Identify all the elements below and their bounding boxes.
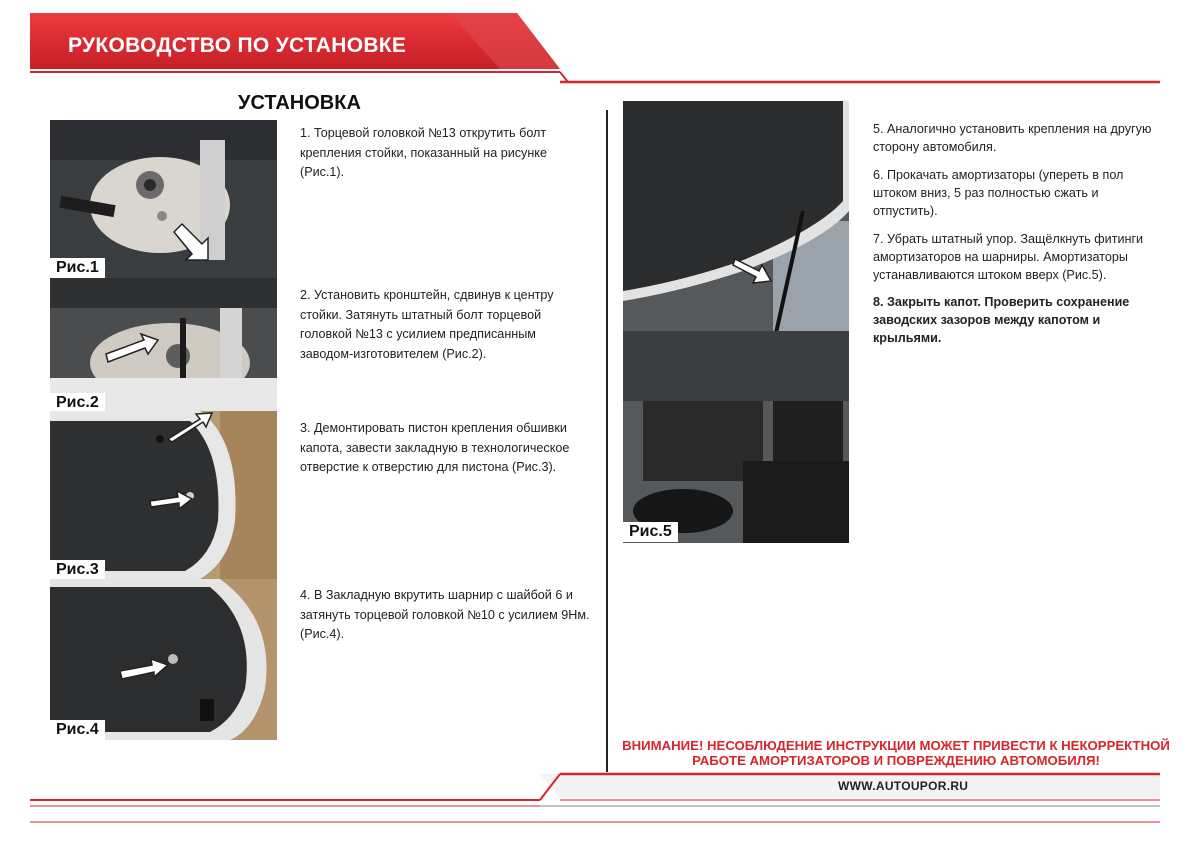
section-title: УСТАНОВКА	[238, 92, 361, 114]
figure-3-caption: Рис.3	[50, 560, 105, 579]
figure-1-caption: Рис.1	[50, 258, 105, 278]
warning-notice: ВНИМАНИЕ! НЕСОБЛЮДЕНИЕ ИНСТРУКЦИИ МОЖЕТ ПРИВЕСТИ К НЕКОРРЕКТНОЙ РАБОТЕ АМОРТИЗАТОРОВ И ПОВРЕЖДЕНИЮ АВТОМОБИЛЯ!	[622, 738, 1170, 768]
step-8-text: 8. Закрыть капот. Проверить сохранение заводских зазоров между капотом и крыльями.	[873, 295, 1130, 345]
figure-4	[50, 579, 277, 740]
figure-5	[623, 101, 849, 543]
step-2-text: 2. Установить кронштейн, сдвинув к центру стойки. Затянуть штатный болт торцевой головкой №13 с усилием предписанным заводом-изготовителем (Рис.2).	[300, 288, 554, 361]
figure-2	[50, 278, 277, 411]
step-1-text: 1. Торцевой головкой №13 открутить болт крепления стойки, показанный на рисунке (Рис.1).	[300, 126, 547, 179]
step-7-text: 7. Убрать штатный упор. Защёлкнуть фитинги амортизаторов на шарниры. Амортизаторы устанавливаются штоком вверх (Рис.5).	[873, 232, 1144, 282]
page-title: РУКОВОДСТВО ПО УСТАНОВКЕ	[68, 34, 407, 57]
figure-1	[50, 120, 277, 278]
figure-3	[50, 411, 277, 579]
figure-2-caption: Рис.2	[50, 393, 105, 411]
column-divider	[606, 110, 608, 772]
step-6-text: 6. Прокачать амортизаторы (упереть в пол штоком вниз, 5 раз полностью сжать и отпустить).	[873, 168, 1124, 218]
step-3-text: 3. Демонтировать пистон крепления обшивки капота, завести закладную в технологическое отверстие к отверстию для пистона (Рис.3).	[300, 421, 570, 474]
step-5-text: 5. Аналогично установить крепления на другую сторону автомобиля.	[873, 122, 1152, 154]
hood-lining-photo-icon	[50, 411, 277, 579]
website-link[interactable]: WWW.AUTOUPOR.RU	[838, 779, 969, 793]
bracket-photo-icon	[50, 278, 277, 411]
figure-4-caption: Рис.4	[50, 720, 105, 740]
step-4-text: 4. В Закладную вкрутить шарнир с шайбой 6 и затянуть торцевой головкой №10 с усилием 9Нм. (Рис.4).	[300, 588, 590, 641]
header-decor-lines	[0, 60, 1200, 90]
figure-5-caption: Рис.5	[623, 522, 678, 542]
footer-decor-lines	[0, 770, 1200, 830]
hinge-photo-icon	[50, 579, 277, 740]
hood-open-photo-icon	[623, 101, 849, 543]
strut-mount-photo-icon	[50, 120, 277, 278]
